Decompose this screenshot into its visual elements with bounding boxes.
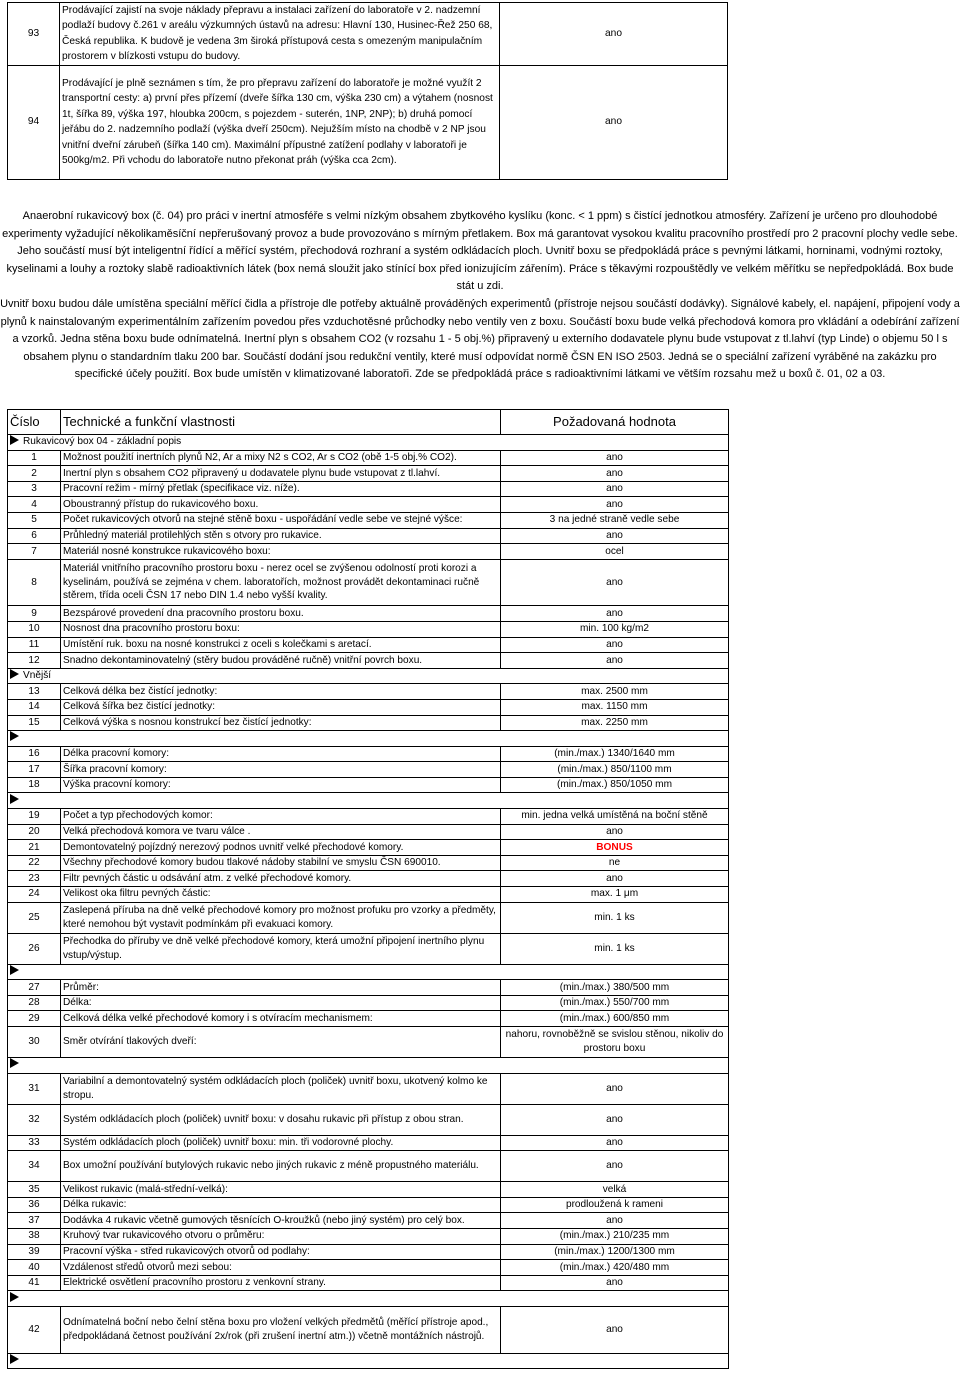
row-property: Celková výška s nosnou konstrukcí bez čistící jednotky:: [61, 715, 501, 731]
section-title: [8, 731, 729, 747]
row-number: 9: [8, 606, 61, 622]
row-number: 35: [8, 1182, 61, 1198]
row-property: Šířka pracovní komory:: [61, 762, 501, 778]
row-property: Velikost oka filtru pevných částic:: [61, 887, 501, 903]
row-number: 15: [8, 715, 61, 731]
row-property: Přechodka do příruby ve dně velké přechodové komory, která umožní připojení inertního plynu vstup/výstup.: [61, 933, 501, 964]
row-value: ano: [501, 1073, 729, 1104]
row-property: Odnímatelná boční nebo čelní stěna boxu pro vložení velkých předmětů (měřící přístroje apod., předpokládaná četnost používání 2x/rok (při zrušení inertní atm.)) včetně montážních nástrojů.: [61, 1306, 501, 1353]
row-number: 28: [8, 995, 61, 1011]
row-value: (min./max.) 850/1050 mm: [501, 777, 729, 793]
table-row: [8, 1197, 729, 1213]
table-header-row: [8, 410, 729, 435]
row-value: (min./max.) 550/700 mm: [501, 995, 729, 1011]
row-property: Pracovní výška - střed rukavicových otvorů od podlahy:: [61, 1244, 501, 1260]
row-property: Celková šířka bez čistící jednotky:: [61, 699, 501, 715]
table-row: [8, 824, 729, 840]
row-property: Materiál nosné konstrukce rukavicového boxu:: [61, 544, 501, 560]
row-number: 3: [8, 481, 61, 497]
table-row: [8, 1104, 729, 1135]
row-value: min. jedna velká umístěná na boční stěně: [501, 809, 729, 825]
row-value: ano: [501, 871, 729, 887]
row-property: Délka:: [61, 995, 501, 1011]
row-value: ano: [501, 606, 729, 622]
triangle-right-icon: [10, 1354, 19, 1364]
top-row-text: Prodávající je plně seznámen s tím, že pro přepravu zařízení do laboratoře je možné využít 2 transportní cesty: a) první přes přízemí (dveře šířka 130 cm, výška 230 cm) a výtahem (nosnost 1t, šířka 89, výška 197, hloubka 200cm, s pojezdem - suterén, 1NP, 2NP); b) druhá pomocí jeřábu do 2. nadzemního podlaží (výška dveří 250cm). Nejužším místo na chodbě v 2 NP jsou vnitřní dveřní zárubeň (šířka 140 cm). Maximální přípustné zatížení podlahy v laboratoři je 500kg/m2. Při vchodu do laboratoře nutno překonat práh (výška cca 2cm).: [60, 65, 500, 179]
table-row: [8, 887, 729, 903]
row-number: 13: [8, 684, 61, 700]
row-number: 17: [8, 762, 61, 778]
section-title: [8, 435, 729, 451]
intro-paragraph-2: Uvnitř boxu budou dále umístěna speciální měřící čidla a přístroje dle potřeby aktuálně prováděných experimentů (přístroje nejsou součástí dodávky). Signálové kabely, el. napájení, připojení vody a plynů k nainstalovaným experimentálním zařízením povedou přes vzduchotěsné průchodky nebo ventily ven z boxu. Součástí boxu bude velká přechodová komora pro vkládání a odebírání zařízení a vzorků. Jedna stěna boxu bude odnímatelná. Inertní plyn s obsahem CO2 (v rozsahu 1 - 5 obj.%) připravený u externího dodavatele plynu bude vstupovat z tl.lahví (typ Linde) o objemu 50 l s obsahem plynu o standardním tlaku 200 bar. Součástí dodání jsou redukční ventily, které musí odpovídat normě ČSN EN ISO 2503. Jedná se o speciální zařízení vyráběné na zakázku pro specifické účely použití. Box bude umístěn v klimatizované laboratoři. Zde se předpokládá práce s radioaktivními látkami ve větším rozsahu mež u boxů č. 01, 02 a 03.: [0, 297, 960, 381]
row-value: min. 100 kg/m2: [501, 621, 729, 637]
intro-paragraph-1: Anaerobní rukavicový box (č. 04) pro práci v inertní atmosféře s velmi nízkým obsahem zbytkového kyslíku (konc. < 1 ppm) s čistící jednotkou atmosféry. Zařízení je určeno pro dlouhodobé experimenty vyžadující několikaměsíční nepřerušovaný provoz a bude provozováno s mírným přetlakem. Box má garantovat vysokou kvalitu pracovního prostředí pro 2 pracovní plochy vedle sebe. Jeho součástí musí být inteligentní řídící a měřící systém, přechodová rozhraní a systém odkládacích ploch. Uvnitř boxu se předpokládá práce s pevnými látkami, horninami, vodnými roztoky, kyselinami a louhy a roztoky slabě radioaktivních látek (box nemá sloužit jako stínící box před ionizujícím zářením). Práce s těkavými rozpouštědly ve velkém měřítku se nepředpokládá. Box bude stát u zdi.: [2, 210, 958, 293]
table-row: [8, 699, 729, 715]
triangle-right-icon: [10, 1058, 19, 1068]
top-row-number: 93: [8, 3, 60, 66]
row-value: ne: [501, 855, 729, 871]
triangle-right-icon: [10, 794, 19, 804]
top-row: [8, 65, 728, 179]
section-row: [8, 964, 729, 980]
section-label: Vnější: [23, 670, 52, 682]
row-number: 34: [8, 1151, 61, 1182]
row-number: 16: [8, 746, 61, 762]
row-number: 37: [8, 1213, 61, 1229]
row-value: prodloužená k rameni: [501, 1197, 729, 1213]
row-number: 4: [8, 497, 61, 513]
section-label: Rukavicový box 04 - základní popis: [23, 436, 182, 448]
row-value: max. 2250 mm: [501, 715, 729, 731]
table-row: [8, 1027, 729, 1058]
row-number: 29: [8, 1011, 61, 1027]
row-value: ano: [501, 1151, 729, 1182]
row-number: 40: [8, 1260, 61, 1276]
section-row: [8, 793, 729, 809]
table-row: [8, 559, 729, 606]
row-property: Box umožní používání butylových rukavic nebo jiných rukavic z méně propustného materiálu.: [61, 1151, 501, 1182]
table-row: [8, 980, 729, 996]
section-row: [8, 1291, 729, 1307]
row-number: 10: [8, 621, 61, 637]
row-property: Elektrické osvětlení pracovního prostoru z venkovní strany.: [61, 1275, 501, 1291]
section-title: [8, 1058, 729, 1074]
row-number: 5: [8, 512, 61, 528]
table-row: [8, 621, 729, 637]
row-value: max. 1 μm: [501, 887, 729, 903]
row-value: ano: [501, 1275, 729, 1291]
row-property: Snadno dekontaminovatelný (stěry budou prováděné ručně) vnitřní povrch boxu.: [61, 653, 501, 669]
row-value: (min./max.) 380/500 mm: [501, 980, 729, 996]
row-number: 26: [8, 933, 61, 964]
row-property: Všechny přechodové komory budou tlakové nádoby stabilní ve smyslu ČSN 690010.: [61, 855, 501, 871]
table-row: [8, 1260, 729, 1276]
row-value: (min./max.) 1340/1640 mm: [501, 746, 729, 762]
row-value: min. 1 ks: [501, 902, 729, 933]
triangle-right-icon: [10, 1292, 19, 1302]
table-row: [8, 528, 729, 544]
table-row: [8, 715, 729, 731]
row-value: (min./max.) 850/1100 mm: [501, 762, 729, 778]
table-row: [8, 653, 729, 669]
row-number: 42: [8, 1306, 61, 1353]
row-number: 38: [8, 1228, 61, 1244]
row-number: 31: [8, 1073, 61, 1104]
top-table: [7, 2, 728, 180]
row-number: 32: [8, 1104, 61, 1135]
row-value: max. 1150 mm: [501, 699, 729, 715]
table-row: [8, 1011, 729, 1027]
row-number: 8: [8, 559, 61, 606]
row-property: Dodávka 4 rukavic včetně gumových těsnících O-kroužků (nebo jiný systém) pro celý box.: [61, 1213, 501, 1229]
row-value: ano: [501, 1135, 729, 1151]
row-value: ano: [501, 1104, 729, 1135]
row-property: Nosnost dna pracovního prostoru boxu:: [61, 621, 501, 637]
table-row: [8, 855, 729, 871]
triangle-right-icon: [10, 669, 19, 679]
row-property: Vzdálenost středů otvorů mezi sebou:: [61, 1260, 501, 1276]
row-number: 11: [8, 637, 61, 653]
row-value: BONUS: [501, 840, 729, 856]
row-value: ano: [501, 1306, 729, 1353]
row-property: Směr otvírání tlakových dveří:: [61, 1027, 501, 1058]
row-value: (min./max.) 210/235 mm: [501, 1228, 729, 1244]
top-row-text: Prodávající zajistí na svoje náklady přepravu a instalaci zařízení do laboratoře v 2. nadzemní podlaží budovy č.261 v areálu výzkumných ústavů na adresu: Hlavní 130, Husinec-Řež 250 68, Česká republika. K budově je vedena 3m široká přístupová cesta s omezeným manipulačním prostorem v blízkosti vstupu do budovy.: [60, 3, 500, 66]
table-row: [8, 1182, 729, 1198]
row-value: ano: [501, 528, 729, 544]
row-value: ano: [501, 559, 729, 606]
row-property: Průměr:: [61, 980, 501, 996]
row-number: 21: [8, 840, 61, 856]
row-number: 39: [8, 1244, 61, 1260]
row-number: 24: [8, 887, 61, 903]
row-property: Velká přechodová komora ve tvaru válce .: [61, 824, 501, 840]
table-row: [8, 840, 729, 856]
row-property: Celková délka bez čistící jednotky:: [61, 684, 501, 700]
row-number: 7: [8, 544, 61, 560]
table-row: [8, 1213, 729, 1229]
row-number: 2: [8, 466, 61, 482]
row-property: Celková délka velké přechodové komory i s otvíracím mechanismem:: [61, 1011, 501, 1027]
row-property: Možnost použití inertních plynů N2, Ar a mixy N2 s CO2, Ar s CO2 (obě 1-5 obj.% CO2).: [61, 450, 501, 466]
top-row-number: 94: [8, 65, 60, 179]
row-property: Počet a typ přechodových komor:: [61, 809, 501, 825]
row-property: Délka rukavic:: [61, 1197, 501, 1213]
table-row: [8, 933, 729, 964]
row-number: 36: [8, 1197, 61, 1213]
table-row: [8, 684, 729, 700]
row-property: Délka pracovní komory:: [61, 746, 501, 762]
row-value: min. 1 ks: [501, 933, 729, 964]
table-row: [8, 1306, 729, 1353]
header-number: Číslo: [8, 410, 61, 435]
row-value: velká: [501, 1182, 729, 1198]
row-property: Umístění ruk. boxu na nosné konstrukci z oceli s kolečkami s aretací.: [61, 637, 501, 653]
table-row: [8, 902, 729, 933]
row-property: Kruhový tvar rukavicového otvoru o průměru:: [61, 1228, 501, 1244]
row-number: 23: [8, 871, 61, 887]
row-number: 14: [8, 699, 61, 715]
table-row: [8, 777, 729, 793]
row-number: 19: [8, 809, 61, 825]
row-number: 25: [8, 902, 61, 933]
triangle-right-icon: [10, 435, 19, 445]
header-value: Požadovaná hodnota: [501, 410, 729, 435]
section-row: [8, 435, 729, 451]
row-number: 18: [8, 777, 61, 793]
row-property: Průhledný materiál protilehlých stěn s otvory pro rukavice.: [61, 528, 501, 544]
table-row: [8, 871, 729, 887]
row-property: Bezspárové provedení dna pracovního prostoru boxu.: [61, 606, 501, 622]
row-value: ano: [501, 450, 729, 466]
row-number: 30: [8, 1027, 61, 1058]
row-value: ano: [501, 497, 729, 513]
table-row: [8, 1135, 729, 1151]
row-value: ano: [501, 653, 729, 669]
row-property: Demontovatelný pojízdný nerezový podnos uvnitř velké přechodové komory.: [61, 840, 501, 856]
row-value: 3 na jedné straně vedle sebe: [501, 512, 729, 528]
row-property: Variabilní a demontovatelný systém odkládacích ploch (poliček) uvnitř boxu, ukotvený kolmo ke stropu.: [61, 1073, 501, 1104]
row-value: max. 2500 mm: [501, 684, 729, 700]
section-title: [8, 1353, 729, 1369]
section-row: [8, 1058, 729, 1074]
table-row: [8, 746, 729, 762]
row-value: ocel: [501, 544, 729, 560]
row-property: Inertní plyn s obsahem CO2 připravený u dodavatele plynu bude vstupovat z tl.lahví.: [61, 466, 501, 482]
table-row: [8, 544, 729, 560]
section-title: [8, 793, 729, 809]
intro-text: [0, 208, 960, 384]
top-row-value: ano: [500, 3, 728, 66]
row-property: Oboustranný přístup do rukavicového boxu.: [61, 497, 501, 513]
row-number: 1: [8, 450, 61, 466]
table-row: [8, 466, 729, 482]
row-property: Materiál vnitřního pracovního prostoru boxu - nerez ocel se zvýšenou odolností proti korozi a kyselinám, používá se zejména v chem. laboratořích, možnost provádět dekontaminaci ručně stěrem, třída oceli ČSN 17 nebo DIN 1.4 nebo vyšší kvality.: [61, 559, 501, 606]
row-number: 22: [8, 855, 61, 871]
row-value: nahoru, rovnoběžně se svislou stěnou, nikoliv do prostoru boxu: [501, 1027, 729, 1058]
table-row: [8, 1244, 729, 1260]
row-number: 12: [8, 653, 61, 669]
table-row: [8, 1073, 729, 1104]
row-number: 20: [8, 824, 61, 840]
table-row: [8, 450, 729, 466]
row-property: Filtr pevných částic u odsávání atm. z velké přechodové komory.: [61, 871, 501, 887]
table-row: [8, 512, 729, 528]
row-property: Pracovní režim - mírný přetlak (specifikace viz. níže).: [61, 481, 501, 497]
row-value: (min./max.) 420/480 mm: [501, 1260, 729, 1276]
row-number: 6: [8, 528, 61, 544]
row-property: Počet rukavicových otvorů na stejné stěně boxu - uspořádání vedle sebe ve stejné výšce:: [61, 512, 501, 528]
row-property: Zaslepená příruba na dně velké přechodové komory pro možnost profuku pro vzorky a předměty, které nemohou být vystavit podmínkám při evakuaci komory.: [61, 902, 501, 933]
table-row: [8, 762, 729, 778]
section-title: [8, 668, 729, 684]
table-row: [8, 481, 729, 497]
section-row: [8, 668, 729, 684]
table-row: [8, 606, 729, 622]
triangle-right-icon: [10, 731, 19, 741]
triangle-right-icon: [10, 965, 19, 975]
spec-table: [7, 409, 729, 1369]
row-property: Systém odkládacích ploch (poliček) uvnitř boxu: min. tři vodorovné plochy.: [61, 1135, 501, 1151]
row-value: (min./max.) 1200/1300 mm: [501, 1244, 729, 1260]
top-row-value: ano: [500, 65, 728, 179]
section-row: [8, 731, 729, 747]
row-number: 41: [8, 1275, 61, 1291]
row-value: ano: [501, 481, 729, 497]
row-property: Velikost rukavic (malá-střední-velká):: [61, 1182, 501, 1198]
row-value: ano: [501, 466, 729, 482]
row-value: ano: [501, 824, 729, 840]
section-title: [8, 964, 729, 980]
row-property: Výška pracovní komory:: [61, 777, 501, 793]
table-row: [8, 497, 729, 513]
row-number: 27: [8, 980, 61, 996]
section-title: [8, 1291, 729, 1307]
table-row: [8, 1228, 729, 1244]
table-row: [8, 995, 729, 1011]
section-row: [8, 1353, 729, 1369]
row-property: Systém odkládacích ploch (poliček) uvnitř boxu: v dosahu rukavic při přístup z obou stran.: [61, 1104, 501, 1135]
table-row: [8, 1151, 729, 1182]
row-value: ano: [501, 637, 729, 653]
header-property: Technické a funkční vlastnosti: [61, 410, 501, 435]
row-value: (min./max.) 600/850 mm: [501, 1011, 729, 1027]
table-row: [8, 1275, 729, 1291]
table-row: [8, 637, 729, 653]
table-row: [8, 809, 729, 825]
row-number: 33: [8, 1135, 61, 1151]
row-value: ano: [501, 1213, 729, 1229]
top-row: [8, 3, 728, 66]
